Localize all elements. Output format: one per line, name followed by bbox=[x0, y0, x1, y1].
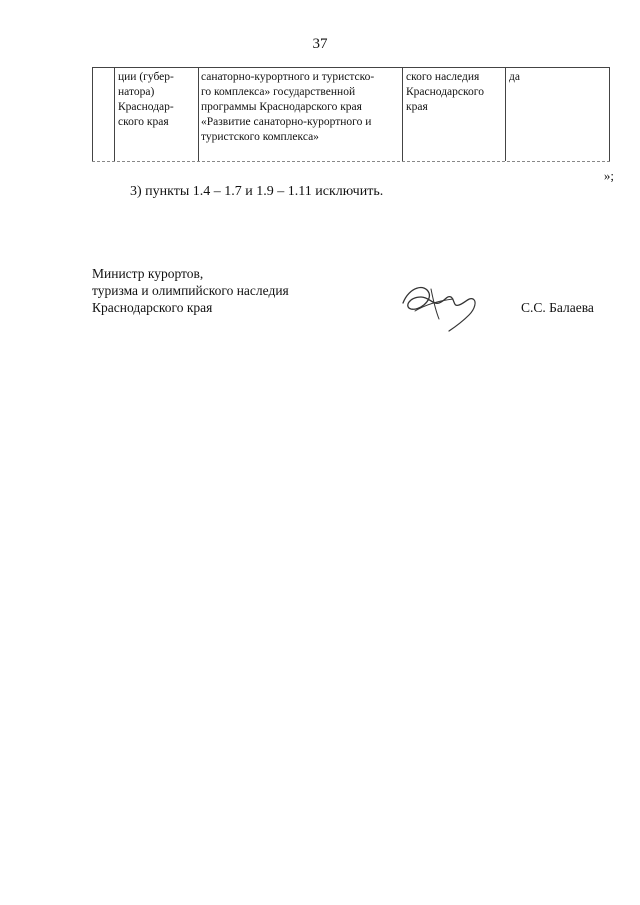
table-border-bottom bbox=[92, 161, 610, 162]
column-divider bbox=[402, 67, 403, 161]
signatory-position: Министр курортов, туризма и олимпийского наследия Краснодарского края bbox=[92, 266, 289, 315]
column-divider bbox=[114, 67, 115, 161]
item-3-text: 3) пункты 1.4 – 1.7 и 1.9 – 1.11 исключить. bbox=[130, 184, 384, 199]
table-fragment bbox=[92, 67, 610, 163]
table-border-left bbox=[92, 67, 93, 161]
column-divider bbox=[198, 67, 199, 161]
column-divider bbox=[505, 67, 506, 161]
closing-quote: »; bbox=[603, 168, 614, 183]
table-cell-executor: ции (губер- натора) Краснодар- ского края bbox=[118, 71, 174, 128]
table-cell-flag: да bbox=[509, 71, 520, 83]
table-border-right bbox=[609, 67, 610, 161]
table-cell-department: ского наследия Краснодарского края bbox=[406, 71, 484, 113]
table-cell-description: санаторно-курортного и туристско- го комплекса» государственной программы Краснодарского края «Развитие санаторно-курортного и туристского комплекса» bbox=[201, 71, 375, 143]
signatory-name: С.С. Балаева bbox=[521, 300, 594, 315]
table-border-top bbox=[92, 67, 610, 68]
page-number: 37 bbox=[312, 36, 328, 52]
handwritten-signature bbox=[395, 275, 490, 335]
